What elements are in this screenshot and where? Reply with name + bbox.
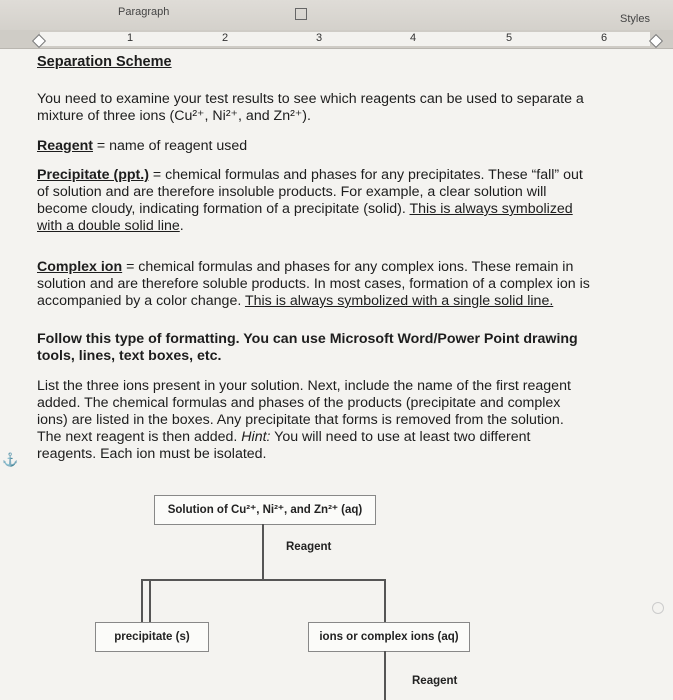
- ruler-number: 6: [601, 32, 608, 44]
- formatting-note-line-1: Follow this type of formatting. You can use Microsoft Word/Power Point drawing: [37, 331, 578, 347]
- precipitate-def-line-3: become cloudy, indicating formation of a precipitate (solid). This is always symbolized: [37, 201, 573, 217]
- anchor-icon: ⚓: [2, 452, 19, 467]
- ribbon-bar: [0, 0, 673, 30]
- complex-def-line-3: accompanied by a color change. This is always symbolized with a single solid line.: [37, 293, 554, 309]
- page-title: Separation Scheme: [37, 54, 172, 70]
- solution-box[interactable]: Solution of Cu²⁺, Ni²⁺, and Zn²⁺ (aq): [154, 495, 376, 525]
- precipitate-box[interactable]: precipitate (s): [95, 622, 209, 652]
- reagent-term: Reagent: [37, 138, 93, 154]
- styles-group-label: Styles: [620, 13, 650, 25]
- reagent-label-1: Reagent: [286, 541, 332, 553]
- branch-line: [141, 579, 386, 581]
- ppt-double-line-1: [141, 579, 143, 622]
- instructions-line-3: ions) are listed in the boxes. Any precipitate that forms is removed from the solution.: [37, 412, 564, 428]
- complex-term: Complex ion: [37, 259, 123, 275]
- ppt-double-line-2: [149, 579, 151, 622]
- complex-ion-definition: Complex ion = chemical formulas and phases for any complex ions. These remain in: [37, 259, 574, 275]
- horizontal-ruler: [0, 30, 673, 49]
- precipitate-definition: Precipitate (ppt.) = chemical formulas and phases for any precipitates. These “fall” out: [37, 167, 583, 183]
- faint-circle-icon: [652, 602, 664, 614]
- paragraph-group-label: Paragraph: [118, 6, 170, 18]
- reagent-label-2: Reagent: [412, 675, 458, 687]
- connector-line-2: [384, 651, 386, 700]
- instructions-line-1: List the three ions present in your solution. Next, include the name of the first reagent: [37, 378, 571, 394]
- dialog-launcher-icon[interactable]: [295, 8, 307, 20]
- reagent-definition: [37, 138, 247, 155]
- reagent-def-text: = name of reagent used: [92, 138, 248, 154]
- instructions-line-4: The next reagent is then added. Hint: You will need to use at least two different: [37, 429, 531, 445]
- hint-label: Hint:: [241, 429, 271, 445]
- ruler-number: 5: [506, 32, 513, 44]
- formatting-note-line-2: tools, lines, text boxes, etc.: [37, 348, 222, 364]
- ruler-number: 4: [410, 32, 417, 44]
- intro-line-1: You need to examine your test results to see which reagents can be used to separate a: [37, 91, 584, 107]
- complex-def-line-2: solution and are therefore soluble products. In most cases, formation of a complex ion is: [37, 276, 590, 292]
- connector-line: [262, 524, 264, 580]
- precipitate-term: Precipitate (ppt.): [37, 167, 149, 183]
- ions-box[interactable]: ions or complex ions (aq): [308, 622, 470, 652]
- ions-single-line: [384, 579, 386, 622]
- intro-line-2: mixture of three ions (Cu²⁺, Ni²⁺, and Zn²⁺).: [37, 108, 311, 124]
- ruler-number: 2: [222, 32, 229, 44]
- ruler-number: 3: [316, 32, 323, 44]
- precipitate-def-line-2: of solution and are therefore insoluble products. For example, a clear solution will: [37, 184, 547, 200]
- instructions-line-2: added. The chemical formulas and phases of the products (precipitate and complex: [37, 395, 561, 411]
- instructions-line-5: reagents. Each ion must be isolated.: [37, 446, 267, 462]
- precipitate-def-line-4: with a double solid line.: [37, 218, 184, 234]
- ruler-number: 1: [127, 32, 134, 44]
